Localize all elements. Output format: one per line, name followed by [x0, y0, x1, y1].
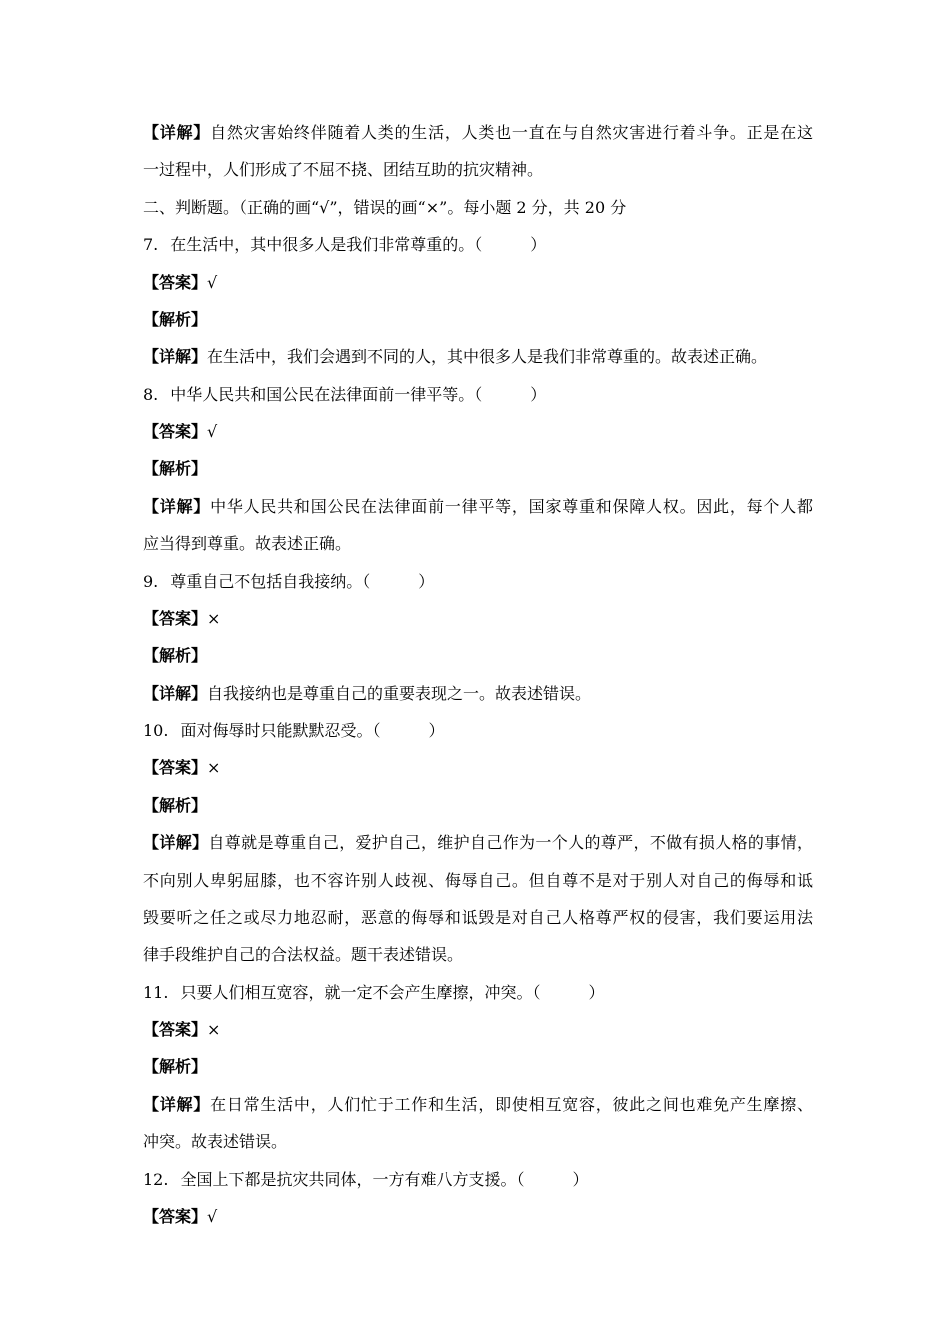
- question-stem: [143, 712, 813, 749]
- detail-label: 【详解】: [143, 833, 209, 853]
- question-number: 10.: [143, 721, 169, 740]
- detail-line: [143, 1086, 813, 1123]
- detail-line: [143, 899, 813, 936]
- answer-label: 【答案】: [143, 758, 208, 778]
- detail-label: 【详解】: [143, 123, 211, 142]
- analysis-label: 【解析】: [143, 309, 208, 329]
- question-text: 尊重自己不包括自我接纳。（ ）: [170, 571, 435, 591]
- answer-value: √: [207, 272, 218, 292]
- detail-text: 冲突。故表述错误。: [143, 1132, 288, 1152]
- analysis-label: 【解析】: [143, 1057, 208, 1077]
- answer-value: ×: [207, 758, 221, 778]
- question-text: 全国上下都是抗灾共同体，一方有难八方支援。（ ）: [180, 1169, 589, 1189]
- question-number: 7.: [143, 235, 159, 255]
- question-stem: [143, 226, 813, 263]
- detail-line: [143, 862, 813, 899]
- question-stem: [143, 1161, 813, 1198]
- detail-label: 【详解】: [143, 683, 208, 703]
- answer-line: [143, 749, 813, 786]
- detail-line: [143, 114, 813, 151]
- detail-text: 毁要听之任之或尽力地忍耐，恶意的侮辱和诋毁是对自己人格尊严权的侵害，我们要运用法: [143, 907, 813, 927]
- answer-value: √: [207, 422, 218, 441]
- detail-line: [143, 675, 813, 712]
- analysis-line: [143, 1048, 813, 1085]
- question-text: 面对侮辱时只能默默忍受。（ ）: [180, 721, 445, 740]
- answer-value: √: [207, 1206, 218, 1226]
- detail-line: [143, 525, 813, 562]
- section-heading-text: 二、判断题。（正确的画“√”，错误的画“×”。每小题 2 分，共 20 分: [143, 197, 627, 217]
- document-content: [143, 114, 813, 1235]
- detail-text: 律手段维护自己的合法权益。题干表述错误。: [143, 945, 464, 965]
- analysis-line: [143, 637, 813, 674]
- answer-line: [143, 413, 813, 450]
- detail-line: [143, 1123, 813, 1160]
- answer-value: ×: [207, 608, 221, 628]
- answer-line: [143, 1011, 813, 1048]
- analysis-label: 【解析】: [143, 646, 208, 666]
- analysis-line: [143, 450, 813, 487]
- detail-line: [143, 151, 813, 188]
- detail-line: [143, 338, 813, 375]
- analysis-label: 【解析】: [143, 795, 208, 815]
- detail-text: 应当得到尊重。故表述正确。: [143, 534, 352, 554]
- question-number: 8.: [143, 384, 159, 404]
- detail-label: 【详解】: [143, 347, 208, 367]
- answer-label: 【答案】: [143, 422, 208, 441]
- answer-line: [143, 1198, 813, 1235]
- section-heading: [143, 189, 813, 226]
- question-number: 11.: [143, 982, 169, 1002]
- question-stem: [143, 563, 813, 600]
- question-number: 12.: [143, 1169, 169, 1189]
- analysis-line: [143, 787, 813, 824]
- detail-text: 中华人民共和国公民在法律面前一律平等，国家尊重和保障人权。因此，每个人都: [210, 496, 813, 516]
- detail-text: 自然灾害始终伴随着人类的生活，人类也一直在与自然灾害进行着斗争。正是在这: [210, 123, 813, 142]
- detail-text: 在生活中，我们会遇到不同的人，其中很多人是我们非常尊重的。故表述正确。: [207, 347, 768, 367]
- answer-line: [143, 264, 813, 301]
- question-text: 在生活中，其中很多人是我们非常尊重的。（ ）: [170, 235, 547, 255]
- answer-line: [143, 600, 813, 637]
- detail-text: 自尊就是尊重自己，爱护自己，维护自己作为一个人的尊严，不做有损人格的事情，: [208, 833, 813, 853]
- analysis-label: 【解析】: [143, 459, 208, 479]
- detail-text: 自我接纳也是尊重自己的重要表现之一。故表述错误。: [207, 683, 592, 703]
- detail-line: [143, 488, 813, 525]
- detail-label: 【详解】: [143, 1094, 211, 1114]
- analysis-line: [143, 301, 813, 338]
- answer-label: 【答案】: [143, 1020, 208, 1039]
- detail-label: 【详解】: [143, 496, 211, 516]
- answer-label: 【答案】: [143, 272, 208, 292]
- question-number: 9.: [143, 571, 159, 591]
- detail-text: 一过程中，人们形成了不屈不挠、团结互助的抗灾精神。: [143, 160, 544, 180]
- answer-label: 【答案】: [143, 608, 208, 628]
- detail-text: 在日常生活中，人们忙于工作和生活，即使相互宽容，彼此之间也难免产生摩擦、: [210, 1094, 813, 1114]
- answer-value: ×: [207, 1020, 221, 1039]
- answer-label: 【答案】: [143, 1206, 208, 1226]
- question-text: 中华人民共和国公民在法律面前一律平等。（ ）: [170, 384, 547, 404]
- detail-line: [143, 936, 813, 973]
- detail-line: [143, 824, 813, 861]
- detail-text: 不向别人卑躬屈膝，也不容许别人歧视、侮辱自己。但自尊不是对于别人对自己的侮辱和诋: [143, 870, 813, 890]
- question-stem: [143, 974, 813, 1011]
- question-stem: [143, 376, 813, 413]
- question-text: 只要人们相互宽容，就一定不会产生摩擦，冲突。（ ）: [180, 982, 605, 1002]
